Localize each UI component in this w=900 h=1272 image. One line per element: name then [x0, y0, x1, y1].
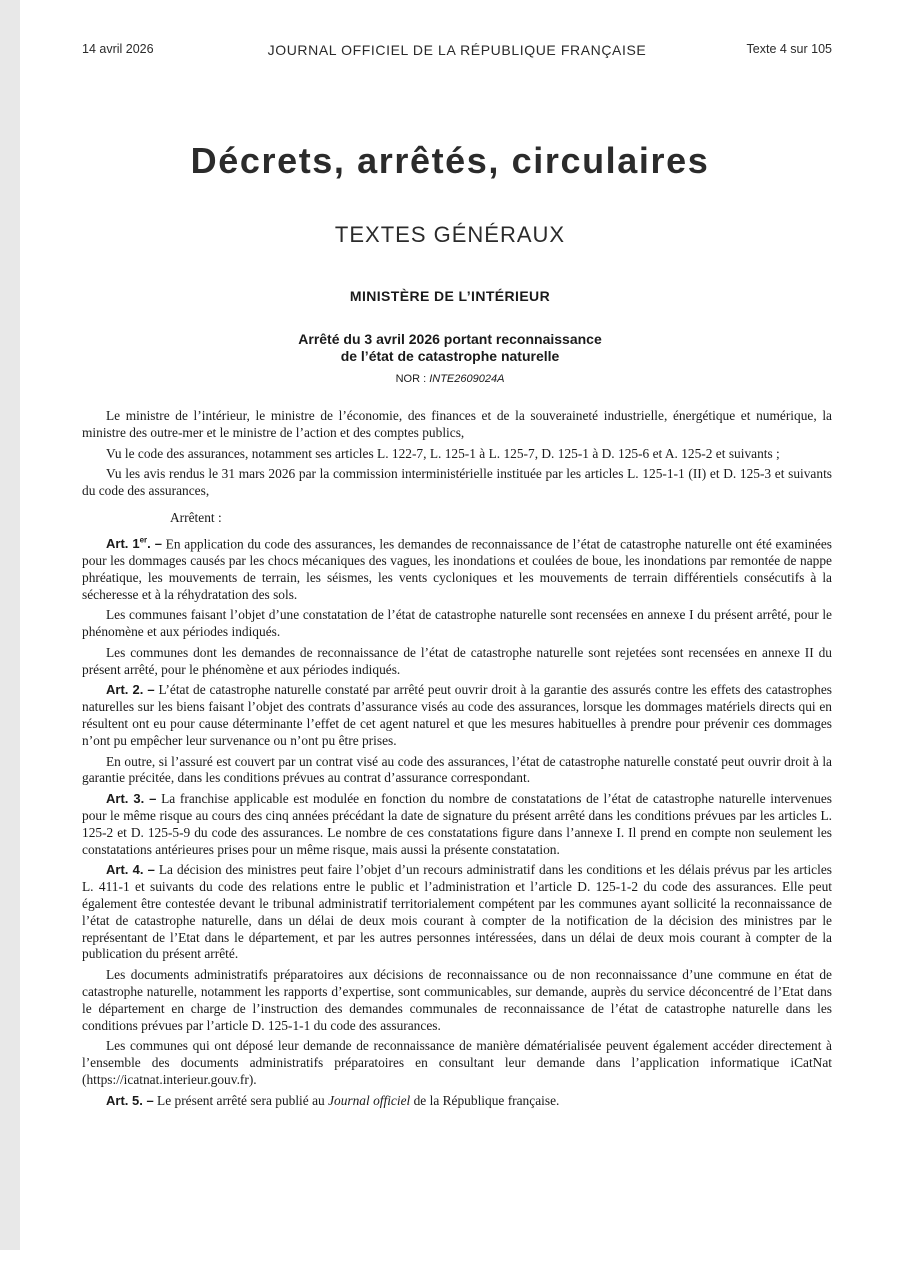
article-1-paragraph-2: Les communes faisant l’objet d’une constatation de l’état de catastrophe naturelle sont recensées en annexe I du présent arrêté, pour le phénomène et aux périodes indiqués. [82, 607, 832, 640]
arrete-title-line-2: de l’état de catastrophe naturelle [340, 348, 560, 364]
ministry-name: MINISTÈRE DE L’INTÉRIEUR [349, 288, 551, 304]
document-body [82, 408, 832, 1114]
scan-edge [0, 0, 20, 1250]
arretent: Arrêtent : [170, 509, 222, 525]
arrete-title-line-1: Arrêté du 3 avril 2026 portant reconnaissance [298, 331, 602, 347]
article-2-paragraph-1: Art. 2. – L’état de catastrophe naturelle constaté par arrêté peut ouvrir droit à la garantie des assurés contre les effets des catastrophes naturelles sur les biens faisant l’objet des contrats d’assurance visés au code des assurances, lorsque les dommages matériels directs qui en résultent ont eu pour cause déterminante l’effet de cet agent naturel et que les mesures habituelles à prendre pour prévenir ces dommages n’ont pu empêcher leur survenance ou n’ont pu être prises. [82, 682, 832, 748]
nor-code: INTE2609024A [429, 373, 505, 385]
arrete-title [0, 331, 900, 365]
preamble-visa-code: Vu le code des assurances, notamment ses articles L. 122-7, L. 125-1 à L. 125-7, D. 125-1 à D. 125-6 et A. 125-2 et suivants ; [106, 445, 780, 461]
article-3-label: Art. 3. – [106, 791, 157, 807]
article-2-paragraph-2: En outre, si l’assuré est couvert par un contrat visé au code des assurances, l’état de catastrophe naturelle constaté peut ouvrir droit à la garantie précitée, dans les conditions prévues au contrat d’assurance correspondant. [82, 753, 832, 786]
nor-label: NOR : [395, 373, 430, 385]
article-4-paragraph-1: Art. 4. – La décision des ministres peut faire l’objet d’un recours administratif dans les conditions et les délais prévus par les articles L. 411-1 et suivants du code des relations entre le public et l’administration et l’article D. 125-1-2 du code des assurances. Elle peut également être contestée devant le tribunal administratif territorialement compétent par les communes ayant sollicité la reconnaissance de l’état de catastrophe naturelle, dans un délai de deux mois courant à compter de la notification de la décision des ministres par le représentant de l’Etat dans le département, et par les autres personnes intéressées, dans un délai de deux mois courant à compter de la publication du présent arrêté. [82, 862, 832, 962]
article-5-label: Art. 5. – [106, 1092, 154, 1108]
nor-reference [0, 373, 900, 385]
preamble-ministers: Le ministre de l’intérieur, le ministre de l’économie, des finances et de la souveraineté industrielle, énergétique et numérique, la ministre des outre-mer et le ministre de l’action et des comptes publics, [82, 408, 832, 440]
article-1-paragraph-3: Les communes dont les demandes de reconnaissance de l’état de catastrophe naturelle sont rejetées sont recensées en annexe II du présent arrêté, pour le phénomène et aux périodes indiqués. [82, 644, 832, 677]
publication-date: 14 avril 2026 [82, 42, 154, 56]
article-1-paragraph-1: Art. 1er. – En application du code des assurances, les demandes de reconnaissance de l’état de catastrophe naturelle ont été examinées pour les dommages causés par les chocs mécaniques des vagues, les inondations et coulées de boue, les inondations par remontée de nappe phréatique, les mouvements de terrain, les séismes, les vents cycloniques et les mouvements de terrain différentiels consécutifs à la sécheresse et à la réhydratation des sols. [82, 535, 832, 602]
preamble-visa-avis: Vu les avis rendus le 31 mars 2026 par la commission interministérielle instituée par les articles L. 125-1-1 (II) et D. 125-3 et suivants du code des assurances, [82, 466, 832, 499]
journal-name: JOURNAL OFFICIEL DE LA RÉPUBLIQUE FRANÇAISE [267, 42, 647, 58]
article-5-paragraph-1: Art. 5. – Le présent arrêté sera publié au Journal officiel de la République française. [106, 1092, 560, 1108]
journal-officiel-italic: Journal officiel [328, 1092, 411, 1108]
article-4-paragraph-2: Les documents administratifs préparatoires aux décisions de reconnaissance ou de non reconnaissance d’une commune en état de catastrophe naturelle, notamment les rapports d’expertise, sont communicables, sur demande, auprès du service déconcentré de l’Etat dans le département en charge de l’instruction des demandes communales de reconnaissance de l’état de catastrophe naturelle dans les conditions prévues par l’article D. 125-1-1 du code des assurances. [82, 967, 832, 1033]
category-title: Décrets, arrêtés, circulaires [190, 140, 710, 181]
article-1-label: Art. 1er. – [106, 535, 162, 552]
page-header [82, 42, 832, 62]
article-4-paragraph-3: Les communes qui ont déposé leur demande de reconnaissance de manière dématérialisée peuvent également accéder directement à l’ensemble des documents administratifs préparatoires en consultant leur demande dans l’application informatique iCatNat (https://icatnat.interieur.gouv.fr). [82, 1038, 832, 1088]
article-2-label: Art. 2. – [106, 682, 155, 698]
article-3-paragraph-1: Art. 3. – La franchise applicable est modulée en fonction du nombre de constatations de l’état de catastrophe naturelle intervenues pour le même risque au cours des cinq années précédant la date de signature du présent arrêté dans les conditions prévues par les articles L. 125-2 et D. 125-5-9 du code des assurances. Le nombre de ces constatations figure dans l’annexe I. Il prend en compte non seulement les constatations antérieures prises pour un même risque, mais aussi la présente constatation. [82, 791, 832, 857]
text-counter: Texte 4 sur 105 [746, 42, 832, 56]
article-4-label: Art. 4. – [106, 862, 155, 878]
section-title: TEXTES GÉNÉRAUX [334, 222, 566, 247]
